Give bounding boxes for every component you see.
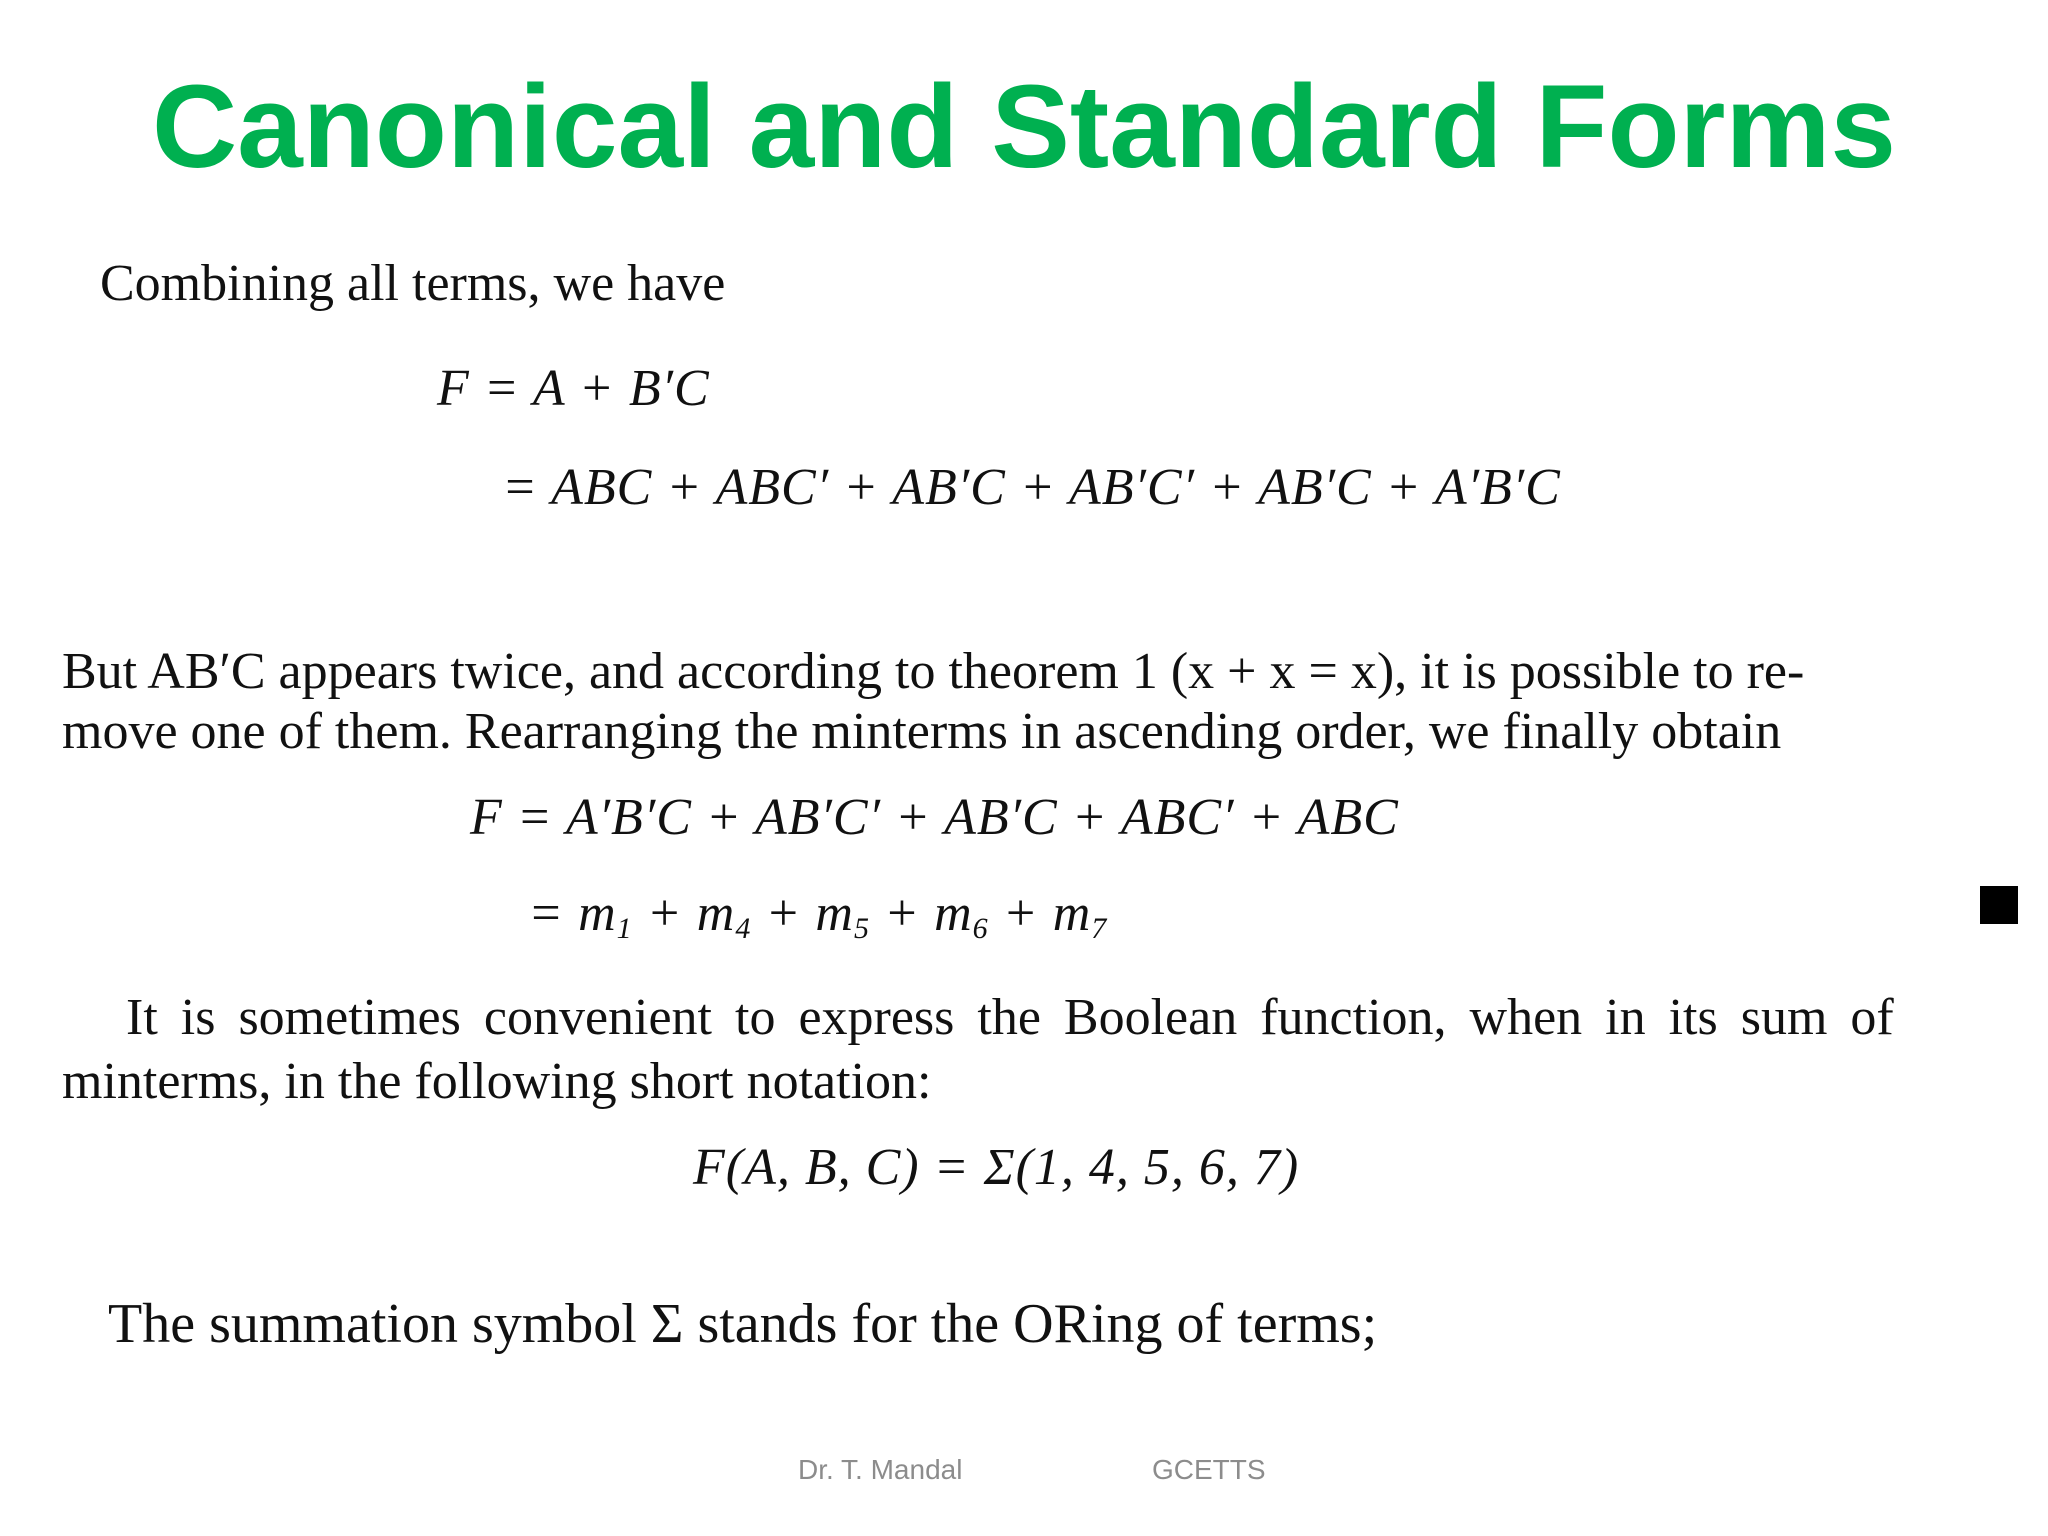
plus-separator: + (751, 885, 816, 942)
minterm-symbol: m (578, 885, 617, 942)
paragraph-2-line-2: minterms, in the following short notation: (62, 1053, 932, 1110)
minterm-symbol: m (696, 885, 736, 942)
plus-separator: + (988, 885, 1053, 942)
minterm-index: 5 (853, 912, 870, 945)
minterm-symbol: m (1052, 885, 1092, 942)
minterm-term (696, 885, 752, 945)
plus-separator: + (869, 885, 935, 942)
intro-text: Combining all terms, we have (100, 255, 726, 312)
summary-text: The summation symbol Σ stands for the ORing of terms; (108, 1293, 1378, 1355)
minterm-index: 1 (616, 912, 633, 945)
minterm-term (815, 885, 870, 945)
plus-separator: + (632, 885, 697, 942)
equation-f-expanded: = ABC + ABC′ + AB′C + AB′C′ + AB′C + A′B′C (502, 459, 1561, 516)
slide-title: Canonical and Standard Forms (151, 61, 1897, 193)
minterm-term (1052, 885, 1108, 945)
paragraph-1-line-1: But AB′C appears twice, and according to theorem 1 (x + x = x), it is possible to re- (62, 643, 1805, 700)
paragraph-1-line-2: move one of them. Rearranging the minterms in ascending order, we finally obtain (62, 703, 1782, 760)
equation-f-simplified: F = A + B′C (437, 360, 710, 417)
minterm-index: 7 (1091, 912, 1108, 945)
paragraph-2-line-1: It is sometimes convenient to express the Boolean function, when in its sum of (126, 989, 1894, 1046)
equation-sigma-notation: F(A, B, C) = Σ(1, 4, 5, 6, 7) (693, 1139, 1300, 1196)
minterm-symbol: m (934, 885, 973, 942)
equation-minterm-sum (528, 882, 1107, 946)
minterm-index: 6 (972, 912, 989, 945)
footer-author: Dr. T. Mandal (798, 1454, 963, 1485)
footer-institution: GCETTS (1152, 1454, 1266, 1485)
minterm-term (578, 885, 633, 945)
equation-f-minterms: F = A′B′C + AB′C′ + AB′C + ABC′ + ABC (470, 789, 1399, 846)
equation-minterm-prefix: = (528, 885, 579, 942)
minterm-list (578, 885, 1108, 945)
minterm-index: 4 (735, 912, 752, 945)
minterm-symbol: m (815, 885, 854, 942)
end-of-proof-square (1980, 886, 2018, 924)
minterm-term (934, 885, 989, 945)
